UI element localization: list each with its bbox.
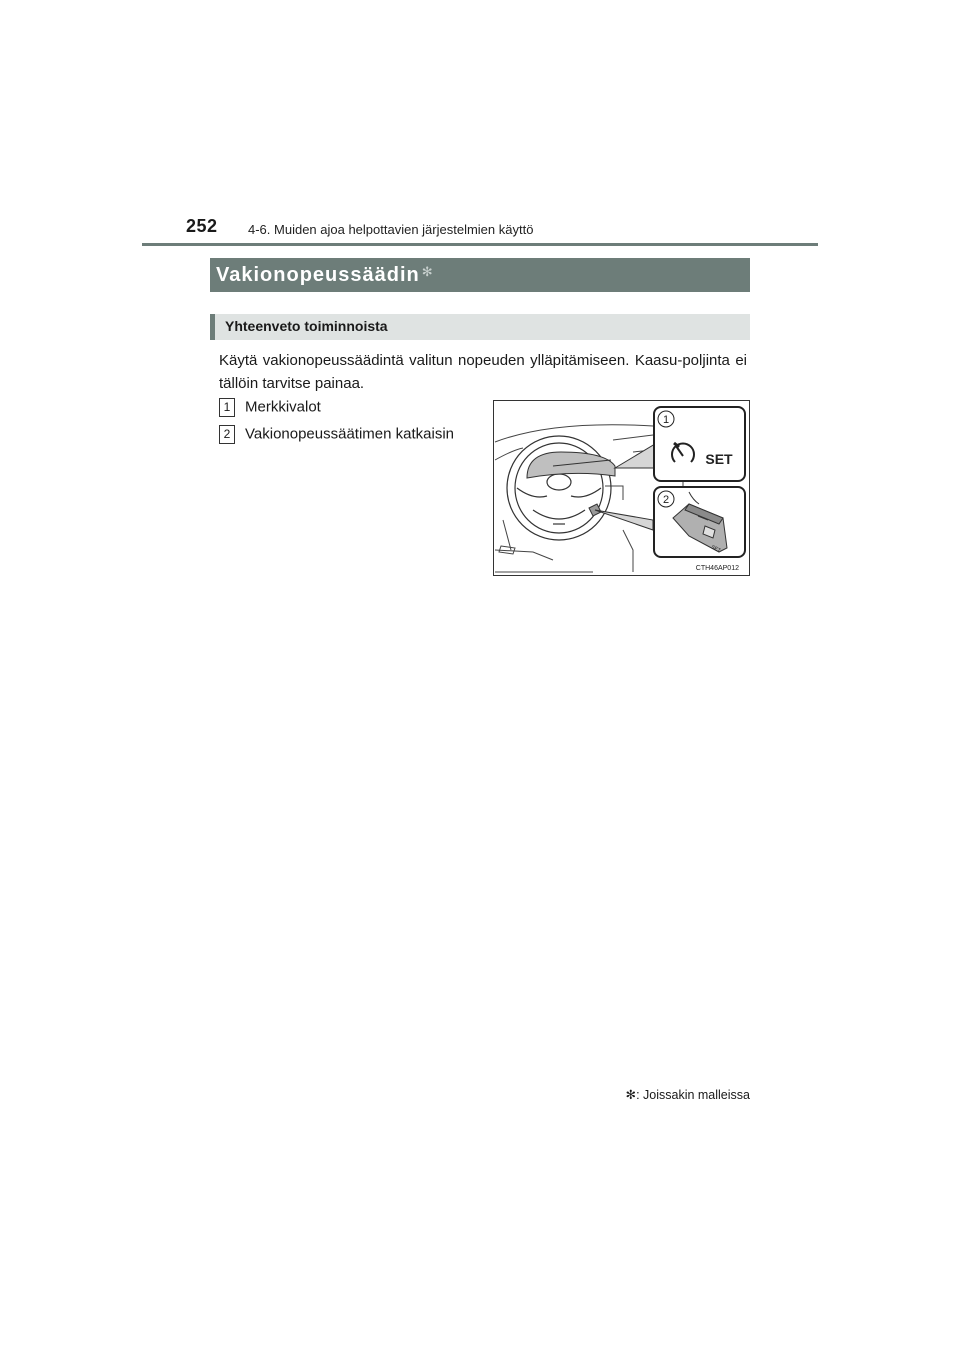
set-indicator-label: SET — [705, 451, 733, 467]
item-number-badge: 1 — [219, 398, 235, 417]
footnote — [600, 1087, 750, 1102]
item-number-badge: 2 — [219, 425, 235, 444]
illustration-code: CTH46AP012 — [695, 565, 739, 572]
section-title-bar — [210, 258, 750, 292]
list-item — [219, 398, 321, 420]
list-item — [219, 425, 454, 447]
page-number: 252 — [186, 216, 218, 236]
callout-number: 2 — [662, 494, 670, 506]
footnote-marker: ✻ — [625, 1088, 637, 1102]
item-label: Merkkivalot — [245, 398, 321, 416]
callout-number: 1 — [662, 414, 670, 426]
optional-feature-marker: ✻ — [421, 264, 433, 279]
body-paragraph: Käytä vakionopeussäädintä valitun nopeuden ylläpitämiseen. Kaasu-poljinta ei tällöin tarvitse painaa. — [219, 352, 747, 392]
running-header: 4-6. Muiden ajoa helpottavien järjestelmien käyttö — [248, 222, 534, 237]
lever-marking: SET — [710, 544, 722, 554]
header-rule — [142, 243, 818, 246]
cruise-control-illustration — [493, 400, 750, 576]
item-label: Vakionopeussäätimen katkaisin — [245, 425, 455, 443]
footnote-text: : Joissakin malleissa — [636, 1088, 750, 1102]
section-title: Vakionopeussäädin — [216, 264, 420, 286]
subheading: Yhteenveto toiminnoista — [210, 314, 750, 340]
